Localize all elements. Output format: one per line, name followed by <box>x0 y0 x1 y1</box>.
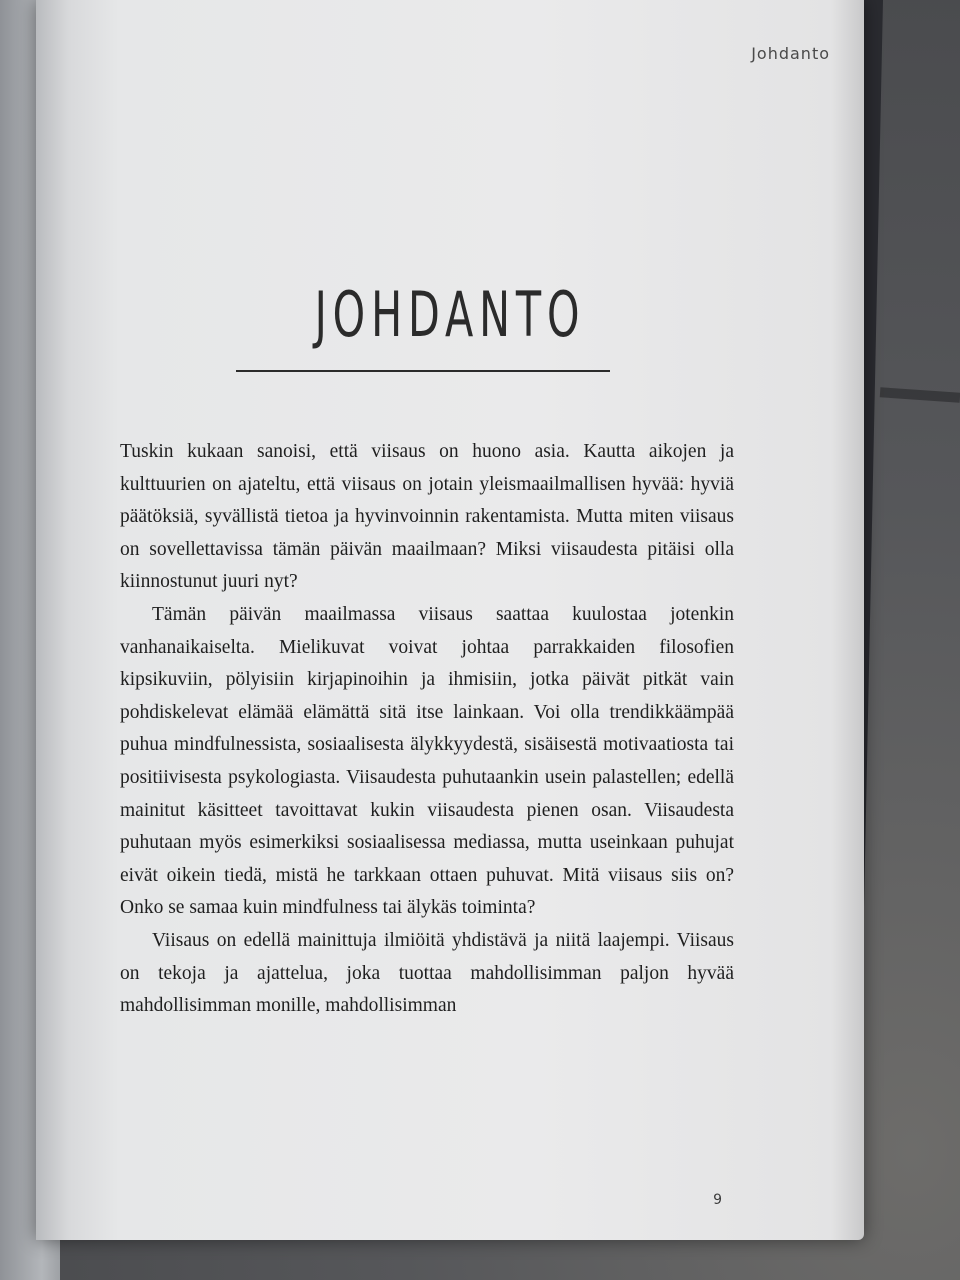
paragraph: Tämän päivän maailmassa viisaus saattaa kuulostaa jotenkin vanhanaikaiselta. Mielikuvat voivat johtaa parrakkaiden filosofien kipsikuviin, pölyisiin kirjapinoihin ja ihmisiin, jotka päivät pitkät vain pohdiskelevat elämää elämättä sitä itse lainkaan. Voi olla trendikkäämpää puhua mindfulnessista, sosiaalisesta älykkyydestä, sisäisestä motivaatiosta tai positiivisesta psykologiasta. Viisaudesta puhutaankin usein palastellen; edellä mainitut käsitteet tavoittavat kukin viisaudesta pienen osan. Viisaudesta puhutaan myös esimerkiksi sosiaalisessa mediassa, mutta useinkaan puhujat eivät oikein tiedä, mistä he tarkkaan ottaen puhuvat. Mitä viisaus siis on? Onko se samaa kuin mindfulness tai älykäs toiminta? <box>120 603 734 919</box>
title-underline <box>236 370 610 372</box>
book-page <box>36 0 864 1240</box>
paragraph: Tuskin kukaan sanoisi, että viisaus on huono asia. Kautta aikojen ja kulttuurien on ajateltu, että viisaus on jotain yleismaailmallisen hyvää: hyviä päätöksiä, syvällistä tietoa ja hyvinvoinnin rakentamista. Mutta miten viisaus on sovellettavissa tämän päivän maailmaan? Miksi viisaudesta pitäisi olla kiinnostunut juuri nyt? <box>120 441 734 593</box>
chapter-title: JOHDANTO <box>314 278 586 351</box>
paragraph: Viisaus on edellä mainittuja ilmiöitä yhdistävä ja niitä laajempi. Viisaus on tekoja ja ajattelua, joka tuottaa mahdollisimman paljon hyvää mahdollisimman monille, mahdollisimman <box>120 929 734 1017</box>
body-text <box>120 436 734 1023</box>
page-number: 9 <box>713 1192 722 1208</box>
running-head: Johdanto <box>751 44 830 63</box>
